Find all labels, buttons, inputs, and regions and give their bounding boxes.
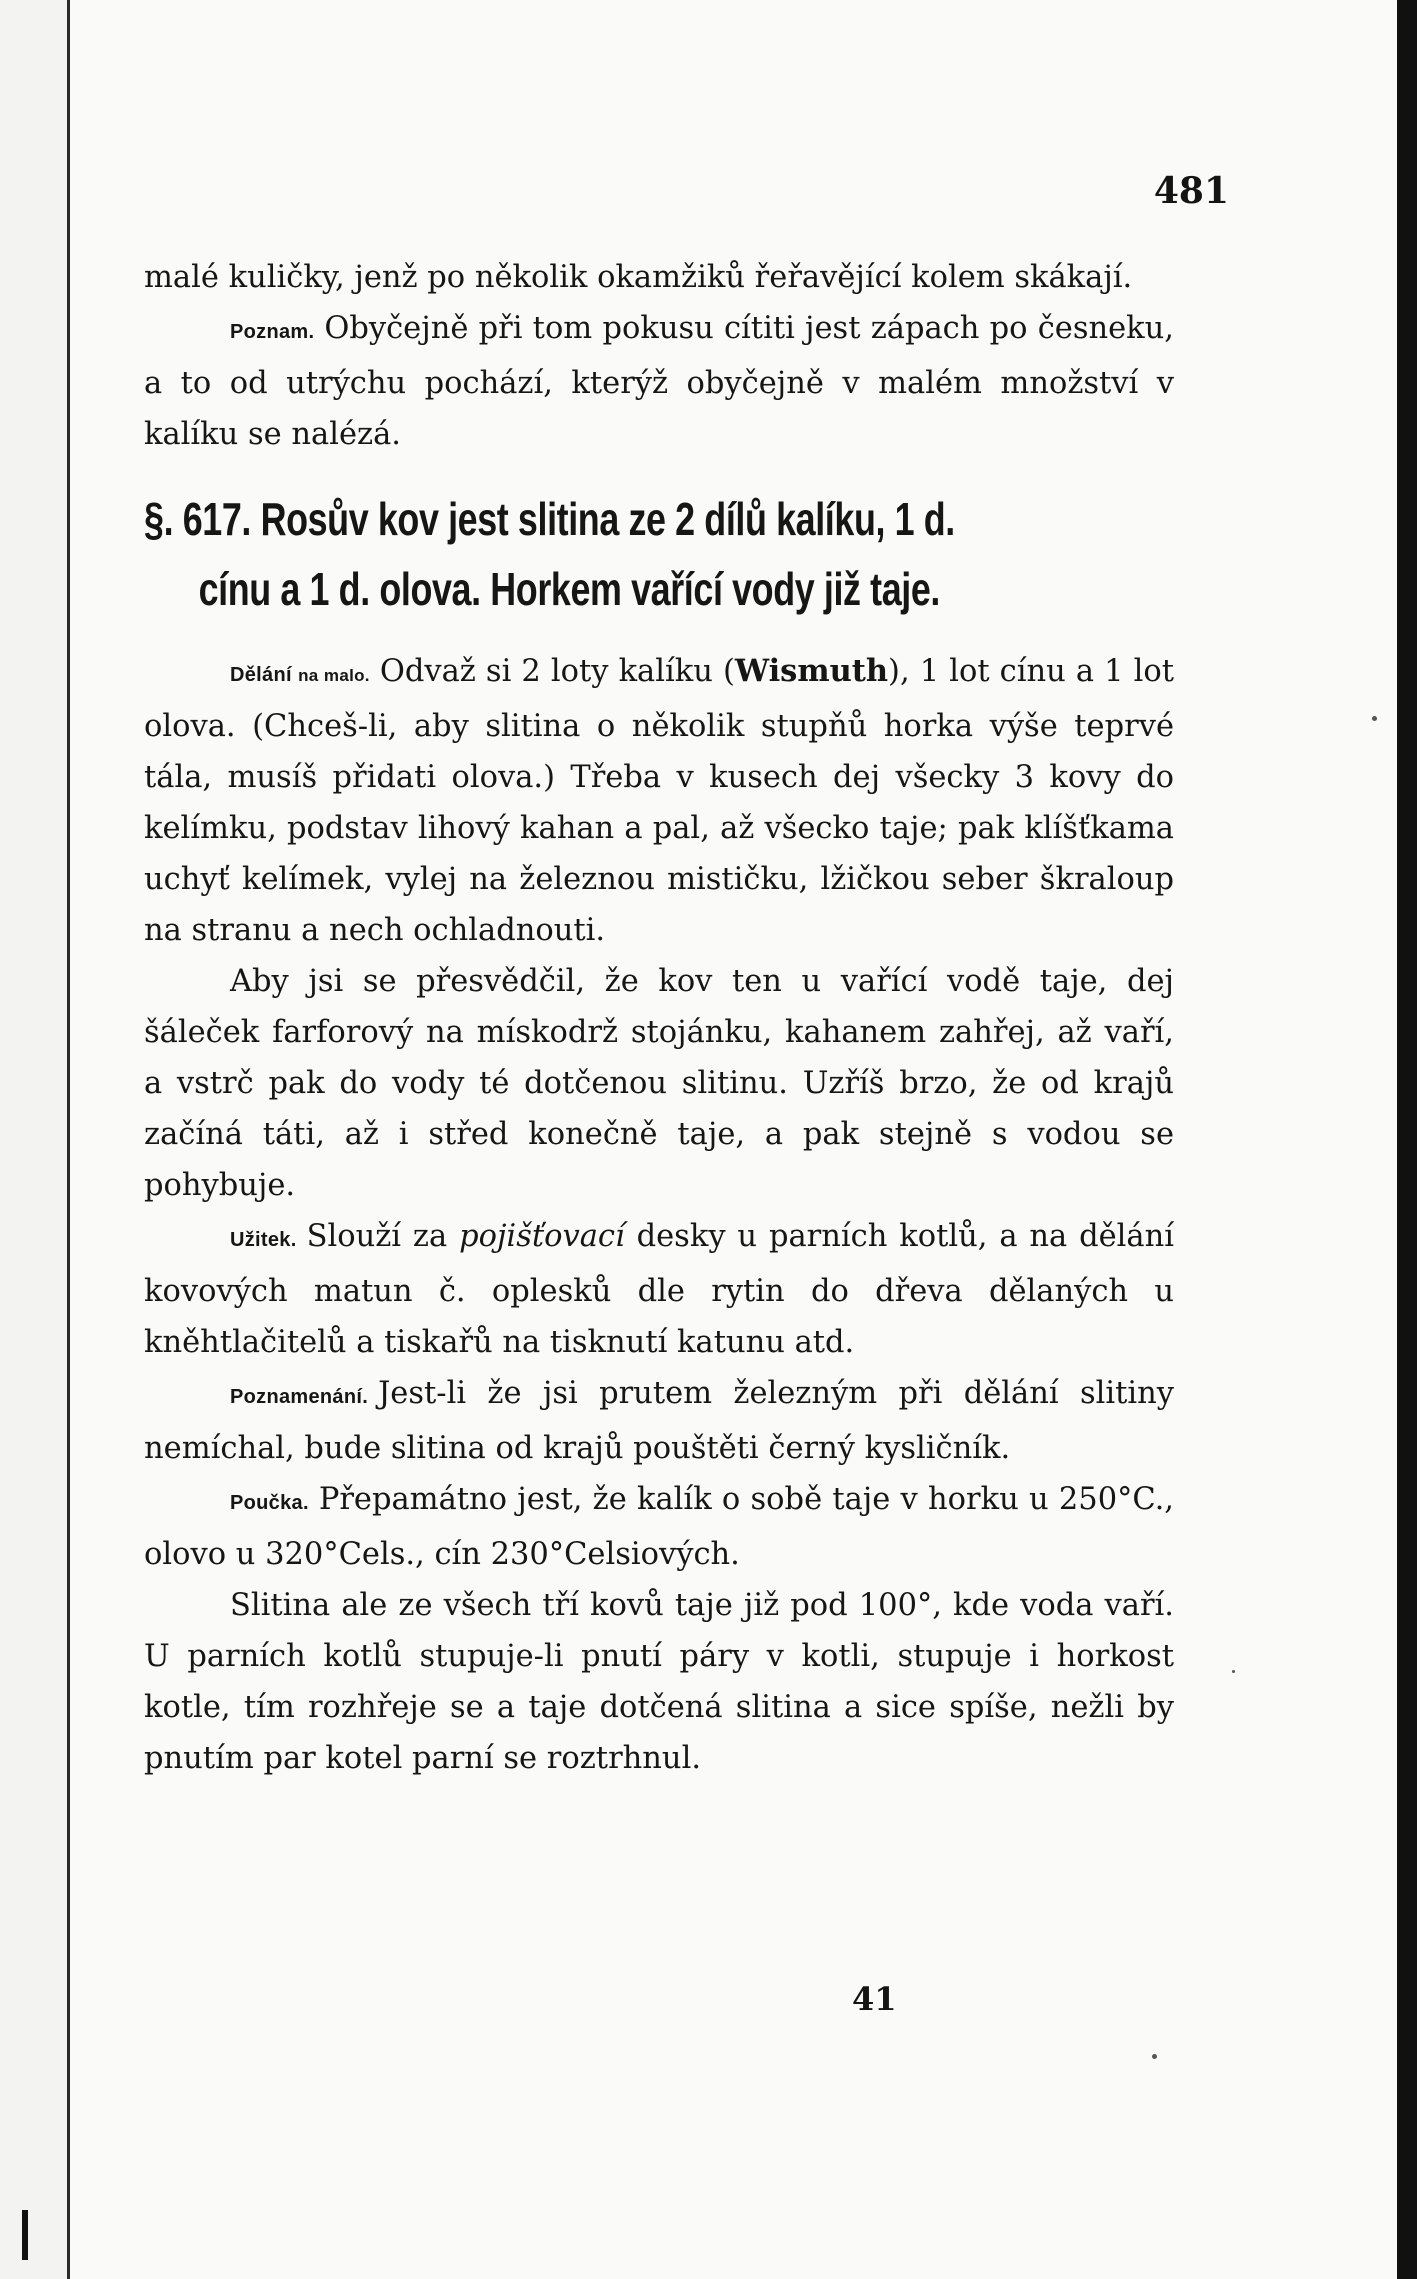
use-text-a: Slouží za [306, 1219, 448, 1254]
section-heading [144, 484, 1172, 624]
note-text: Obyčejně při tom pokusu cítiti jest zápach po česneku, a to od utrýchu pochází, kterýž obyčejně v malém množství v kalíku se nalézá. [144, 311, 1174, 452]
use-label: Užitek. [230, 1229, 297, 1251]
heading-line-1: §. 617. Rosův kov jest slitina ze 2 dílů kalíku, 1 d. [144, 493, 955, 545]
paragraph-intro: malé kuličky, jenž po několik okamžiků řeřavějící kolem skákají. [144, 260, 1133, 295]
paragraph-experiment: Aby jsi se přesvědčil, že kov ten u vařící vodě taje, dej šáleček farforový na mískodrž stojánku, kahanem zahřej, až vaří, a vstrč pak do vody té dotčenou slitinu. Uzříš brzo, že od krajů začíná táti, až i střed konečně taje, a pak stejně s vodou se pohybuje. [144, 964, 1174, 1203]
making-label-small: na malo. [298, 666, 370, 685]
page-number: 481 [1153, 170, 1229, 212]
paragraph-poucka [144, 1474, 1174, 1580]
dust-speck [1372, 716, 1377, 721]
paragraph-poznam [144, 303, 1174, 460]
binding-mark [22, 2210, 28, 2260]
note-label: Poznam. [230, 321, 315, 343]
heading-line-2: cínu a 1 d. olova. Horkem vařící vody již taje. [198, 563, 941, 615]
dust-speck [1232, 1670, 1235, 1673]
use-text-b: desky u parních kotlů, a na dělání kovových matun č. oplesků dle rytin do dřeva dělaných u kněhtlačitelů a tiskařů na tisknutí katunu atd. [144, 1219, 1175, 1360]
paragraph-delani [144, 646, 1174, 956]
paragraph-poznamenani [144, 1368, 1174, 1474]
adjacent-page-edge [0, 0, 70, 2279]
dust-speck [1152, 2054, 1157, 2059]
scan-border [1397, 0, 1417, 2279]
making-label-main: Dělání [230, 664, 292, 686]
lesson-label: Poučka. [230, 1492, 309, 1514]
making-label [230, 664, 370, 686]
paragraph-slitina: Slitina ale ze všech tří kovů taje již pod 100°, kde voda vaří. U parních kotlů stupuje-li pnutí páry v kotli, stupuje i horkost kotle, tím rozhřeje se a taje dotčená slitina a sice spíše, nežli by pnutím par kotel parní se roztrhnul. [144, 1588, 1174, 1776]
italic-word: pojišťovací [459, 1219, 625, 1254]
making-text-b: ), 1 lot cínu a 1 lot olova. (Chceš-li, aby slitina o několik stupňů horka výše teprvé tála, musíš přidati olova.) Třeba v kusech dej všecky 3 kovy do kelímku, podstav lihový kahan a pal, až všecko taje; pak klíšťkama uchyť kelímek, vylej na železnou mističku, lžičkou seber škraloup na stranu a nech ochladnouti. [144, 654, 1174, 948]
fraktur-word: Wismuth [734, 653, 889, 689]
making-text-a: Odvaž si 2 loty kalíku ( [379, 654, 735, 689]
signature-mark: 41 [852, 1980, 897, 2018]
lesson-text: Přepamátno jest, že kalík o sobě taje v horku u 250°C., olovo u 320°Cels., cín 230°Celsiových. [144, 1482, 1174, 1572]
paragraph-uzitek [144, 1211, 1174, 1368]
remark-text: Jest-li že jsi prutem železným při dělání slitiny nemíchal, bude slitina od krajů pouštěti černý kysličník. [144, 1376, 1174, 1466]
page-body [144, 252, 1174, 1784]
remark-label: Poznamenání. [230, 1386, 369, 1408]
